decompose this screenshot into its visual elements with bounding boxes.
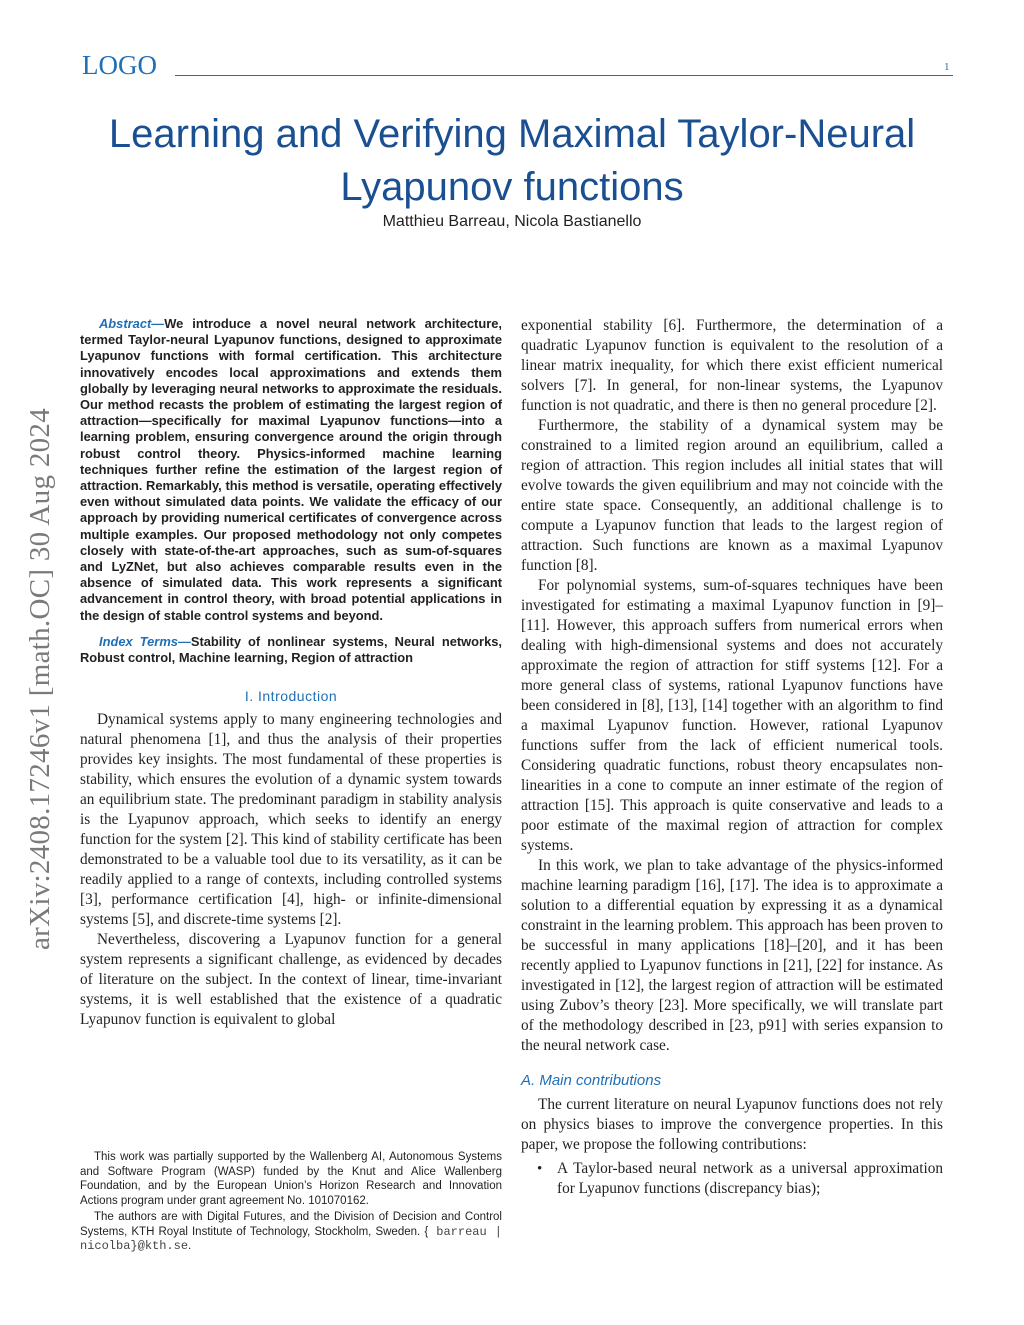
abstract-lead: Abstract— [99,316,165,331]
body-paragraph: For polynomial systems, sum-of-squares techniques have been investigated for estimating a maximal Lyapunov function in [9]–[11]. However, this approach suffers from numerical errors when dealing with high-dimensional systems and does not accurately approximate the region of attraction for stiff systems [12]. For a more general class of systems, rational Lyapunov functions have been considered in [8], [13], [14] together with an algorithm to find a maximal Lyapunov function. However, rational Lyapunov functions suffer from the lack of efficient numerical tools. Considering quadratic functions, robust theory encapsulates non-linearities in a cone to compute an inner estimate of the region of attraction [15]. This approach is quite conservative and leads to a poor estimate of the maximal region of attraction for complex systems. [521,577,943,854]
abstract-body: We introduce a novel neural network architecture, termed Taylor-neural Lyapunov functions, designed to approximate Lyapunov functions with formal certification. This architecture innovatively encodes local approximations and extends them globally by leveraging neural networks to approximate the residuals. Our method recasts the problem of estimating the largest region of attraction—specifically for maximal Lyapunov functions—into a learning problem, ensuring convergence around the origin through robust control theory. Physics-informed machine learning techniques further refine the estimation of the largest region of attraction. Remarkably, this method is versatile, operating effectively even without simulated data points. We validate the efficacy of our approach by providing numerical certificates of convergence across multiple examples. Our proposed methodology not only competes closely with state-of-the-art approaches, such as sum-of-squares and LyZNet, but also achieves comparable results even in the absence of simulated data. This work represents a significant advancement in control theory, with broad potential applications in the design of stable control systems and beyond. [80,316,502,623]
email-open-brace: { [424,1225,429,1238]
footnote-affiliation [80,1210,502,1254]
paper-authors: Matthieu Barreau, Nicola Bastianello [382,213,642,230]
email-end: . [188,1240,192,1252]
bullet-icon: • [537,1161,543,1177]
list-item-text: A Taylor-based neural network as a universal approximation for Lyapunov functions (discrepancy bias); [557,1160,943,1197]
subsection-heading-main-contributions: A. Main contributions [521,1072,662,1089]
index-terms-body: Stability of nonlinear systems, Neural networks, Robust control, Machine learning, Region of attraction [80,633,502,666]
body-paragraph: In this work, we plan to take advantage of the physics-informed machine learning paradigm [16], [17]. The idea is to approximate a solution to a differential equation by expressing it as a dynamical constraint in the learning problem. This approach has been proven to be successful in many applications [18]–[20], and it has been recently applied to Lyapunov functions in [21], [22] for instance. As investigated in [12], the largest region of attraction will be estimated using Zubov’s theory [23]. More specifically, we will translate part of the methodology described in [23, p91] with series expansion to the neural network case. [521,857,943,1054]
abstract [80,316,502,624]
left-column [80,316,502,1030]
affiliation-text: The authors are with Digital Futures, and the Division of Decision and Control Systems, KTH Royal Institute of Technology, Stockholm, Sweden. [80,1211,502,1238]
intro-paragraph: Nevertheless, discovering a Lyapunov function for a general system represents a significant challenge, as evidenced by decades of literature on the subject. In the context of linear, time-invariant systems, it is well established that the existence of a quadratic Lyapunov function is equivalent to global [80,931,502,1029]
email-domain: }@kth.se [130,1239,189,1253]
body-paragraph: exponential stability [6]. Furthermore, the determination of a quadratic Lyapunov function is equivalent to the resolution of a linear matrix inequality, for which there exist efficient numerical solvers [7]. In general, for non-linear systems, the Lyapunov function is not quadratic, and there is then no general procedure [2]. [521,317,943,414]
header-rule [175,75,953,76]
contributions-list [521,1159,943,1199]
intro-paragraph: Dynamical systems apply to many engineering technologies and natural phenomena [1], and thus the analysis of their properties provides key insights. The most fundamental of these properties is stability, which ensures the evolution of a dynamic system towards an equilibrium state. The predominant paradigm in stability analysis is the Lyapunov approach, which seeks to identify an energy function for the system [2]. This kind of stability certificate has been demonstrated to be a valuable tool due to its versatility, as it can be readily applied to a range of contexts, including controlled systems [3], performance certification [4], high- or infinite-dimensional systems [5], and discrete-time systems [2]. [80,711,502,929]
section-heading-introduction: I. Introduction [244,688,338,705]
arxiv-identifier: arXiv:2408.17246v1 [math.OC] 30 Aug 2024 [24,407,56,950]
body-paragraph: Furthermore, the stability of a dynamical system may be constrained to a limited region around an equilibrium, called a region of attraction. This region includes all initial states that will evolve towards the given equilibrium and may not coincide with the entire state space. Consequently, an additional challenge is to compute a Lyapunov function that leads to the largest region of attraction. Such functions are known as a maximal Lyapunov function [8]. [521,417,943,574]
index-terms-lead: Index Terms— [99,633,191,649]
right-column [521,316,943,1199]
email-names: barreau | nicolba [80,1224,502,1253]
list-item [521,1159,943,1199]
header-logo: LOGO [82,50,157,80]
footnotes [80,1150,502,1256]
footnote-funding: This work was partially supported by the Wallenberg AI, Autonomous Systems and Software Program (WASP) funded by the Knut and Alice Wallenberg Foundation, and by the European Union’s Horizon Research and Innovation Actions program under grant agreement No. 101070162. [80,1151,502,1207]
contributions-paragraph: The current literature on neural Lyapunov functions does not rely on physics biases to improve the convergence properties. In this paper, we propose the following contributions: [521,1096,943,1153]
page-number: 1 [944,61,950,73]
index-terms [80,634,502,666]
paper-title: Learning and Verifying Maximal Taylor-Neural Lyapunov functions [108,112,916,209]
